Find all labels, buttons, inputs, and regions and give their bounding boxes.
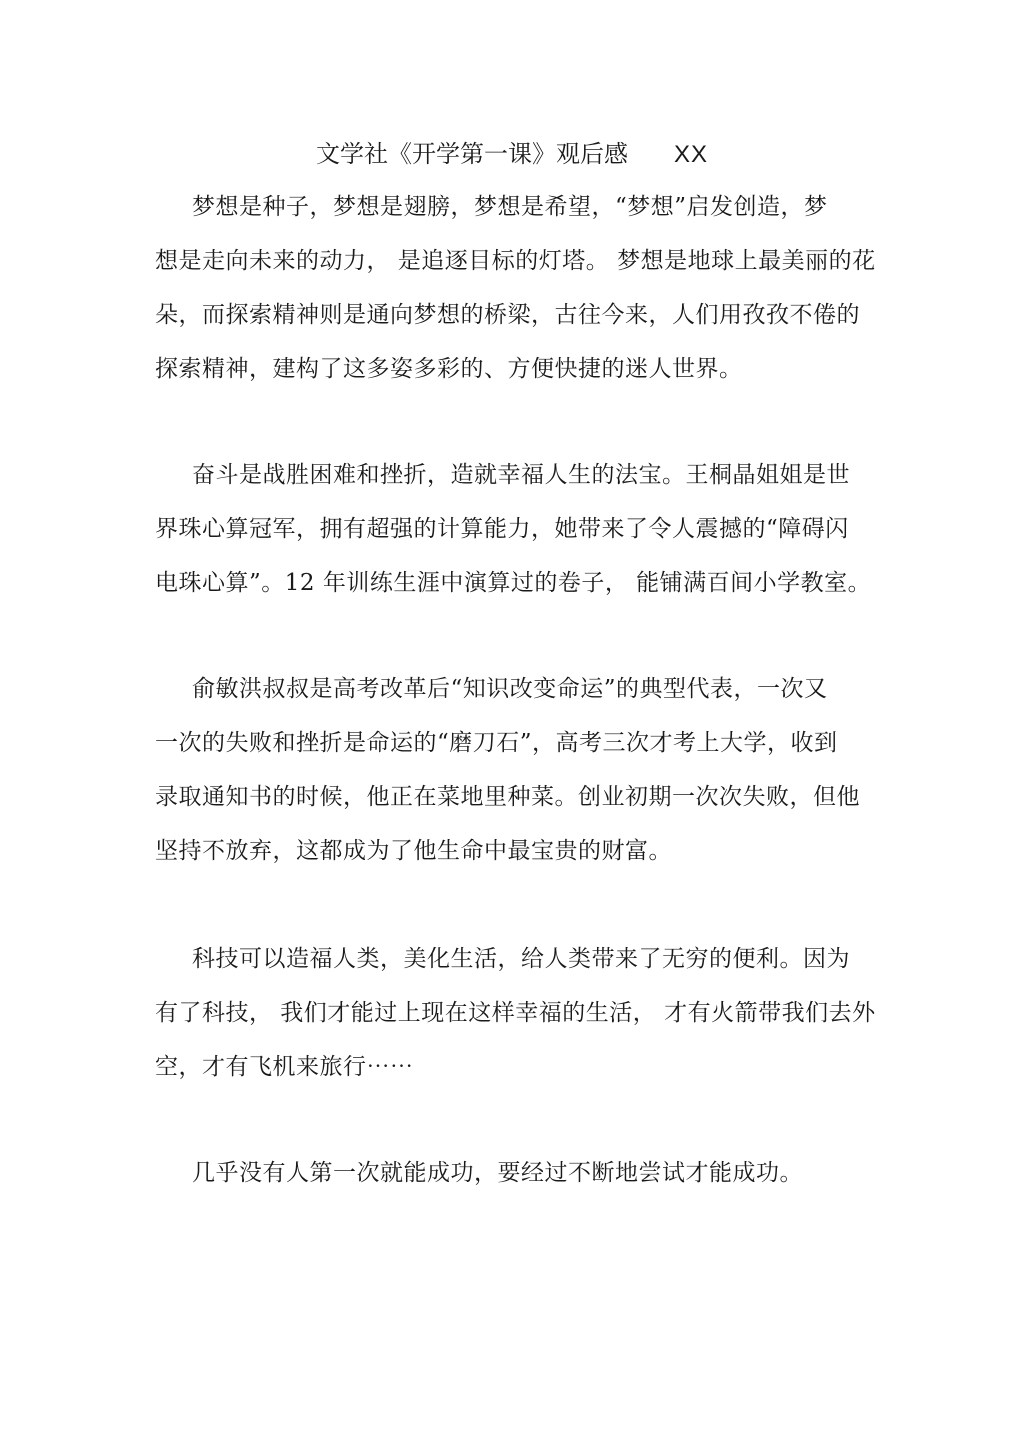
paragraph-success [155,1146,865,1200]
title-text: 文学社《开学第一课》观后感 [315,140,628,168]
paragraph-line: 探索精神，建构了这多姿多彩的、方便快捷的迷人世界。 [155,356,743,382]
paragraph-line: 录取通知书的时候，他正在菜地里种菜。创业初期一次次失败，但他 [155,784,860,810]
paragraph-dreams [155,180,876,396]
paragraph-line: 界珠心算冠军，拥有超强的计算能力，她带来了令人震撼的“障碍闪 [155,516,849,542]
paragraph-line: 坚持不放弃，这都成为了他生命中最宝贵的财富。 [155,838,672,864]
paragraph-line: 一次的失败和挫折是命运的“磨刀石”，高考三次才考上大学，收到 [155,730,838,756]
paragraph-line: 电珠心算”。12 年训练生涯中演算过的卷子， 能铺满百间小学教室。 [155,570,872,596]
paragraph-line: 奋斗是战胜困难和挫折，造就幸福人生的法宝。王桐晶姐姐是世 [192,462,850,488]
author-name: XX [673,141,708,168]
paragraph-line: 科技可以造福人类，美化生活，给人类带来了无穷的便利。因为 [192,946,850,972]
paragraph-struggle [155,448,872,610]
paragraph-line: 朵，而探索精神则是通向梦想的桥梁，古往今来，人们用孜孜不倦的 [155,302,860,328]
paragraph-yu-minhong [155,662,865,878]
paragraph-line: 有了科技， 我们才能过上现在这样幸福的生活， 才有火箭带我们去外 [155,1000,876,1026]
paragraph-technology [155,932,876,1094]
document-title [0,134,1024,175]
paragraph-line: 想是走向未来的动力， 是追逐目标的灯塔。 梦想是地球上最美丽的花 [155,248,876,274]
paragraph-line: 空，才有飞机来旅行⋯⋯ [155,1054,414,1080]
paragraph-line: 几乎没有人第一次就能成功，要经过不断地尝试才能成功。 [192,1160,803,1186]
paragraph-line: 梦想是种子，梦想是翅膀，梦想是希望，“梦想”启发创造，梦 [192,194,828,220]
paragraph-line: 俞敏洪叔叔是高考改革后“知识改变命运”的典型代表，一次又 [192,676,828,702]
